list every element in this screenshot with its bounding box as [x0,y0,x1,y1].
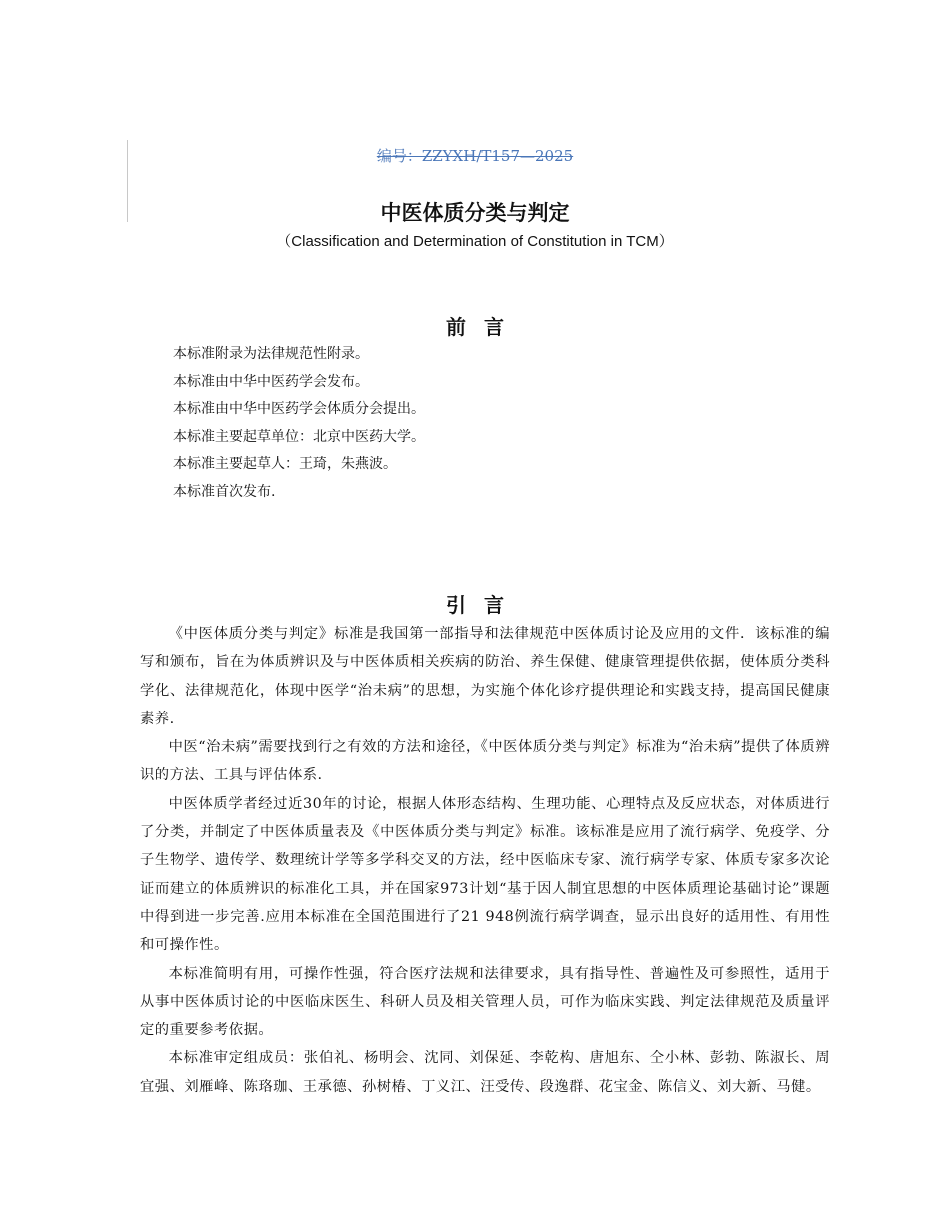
foreword-line: 本标准由中华中医药学会发布。 [173,373,369,390]
document-subtitle: （Classification and Determination of Constitution in TCM） [276,233,674,250]
document-number: 编号：ZZYXH/T157—2025 [376,147,574,165]
foreword-line: 本标准由中华中医药学会体质分会提出。 [173,401,425,418]
intro-paragraph: 中医体质学者经过近30年的讨论，根据人体形态结构、生理功能、心理特点及反应状态，对体质进行了分类，并制定了中医体质量表及《中医体质分类与判定》标准。该标准是应用了流行病学、免疫学、分子生物学、遗传学、数理统计学等多学科交叉的方法，经中医临床专家、流行病学专家、体质专家多次论证而建立的体质辨识的标准化工具，并在国家973计划“基于因人制宜思想的中医体质理论基础讨论”课题中得到进一步完善.应用本标准在全国范围进行了21 948例流行病学调查，显示出良好的适用性、有用性和可操作性。 [140,795,830,954]
intro-paragraph: 本标准审定组成员：张伯礼、杨明会、沈同、刘保延、李乾构、唐旭东、仝小林、彭勃、陈淑长、周宜强、刘雁峰、陈珞珈、王承德、孙树椿、丁义江、汪受传、段逸群、花宝金、陈信义、刘大新、马健。 [140,1050,830,1095]
introduction-heading: 引言 [446,593,522,617]
foreword-heading: 前言 [446,315,522,339]
document-title: 中医体质分类与判定 [380,201,570,225]
introduction-body [140,620,830,1101]
foreword-line: 本标准主要起草人：王琦，朱燕波。 [173,456,397,473]
intro-paragraph: 中医“治未病”需要找到行之有效的方法和途径，《中医体质分类与判定》标准为“治未病”提供了体质辨识的方法、工具与评估体系. [140,739,830,784]
intro-paragraph: 本标准简明有用，可操作性强，符合医疗法规和法律要求，具有指导性、普遍性及可参照性，适用于从事中医体质讨论的中医临床医生、科研人员及相关管理人员，可作为临床实践、判定法律规范及质量评定的重要参考依据。 [140,965,830,1039]
foreword-line: 本标准附录为法律规范性附录。 [173,346,369,362]
foreword-line: 本标准首次发布. [173,483,276,500]
intro-paragraph: 《中医体质分类与判定》标准是我国第一部指导和法律规范中医体质讨论及应用的文件．该标准的编写和颁布，旨在为体质辨识及与中医体质相关疾病的防治、养生保健、健康管理提供依据，使体质分类科学化、法律规范化，体现中医学“治未病”的思想，为实施个体化诊疗提供理论和实践支持，提高国民健康素养. [140,626,830,727]
foreword-body [173,341,833,507]
foreword-line: 本标准主要起草单位：北京中医药大学。 [173,428,425,445]
